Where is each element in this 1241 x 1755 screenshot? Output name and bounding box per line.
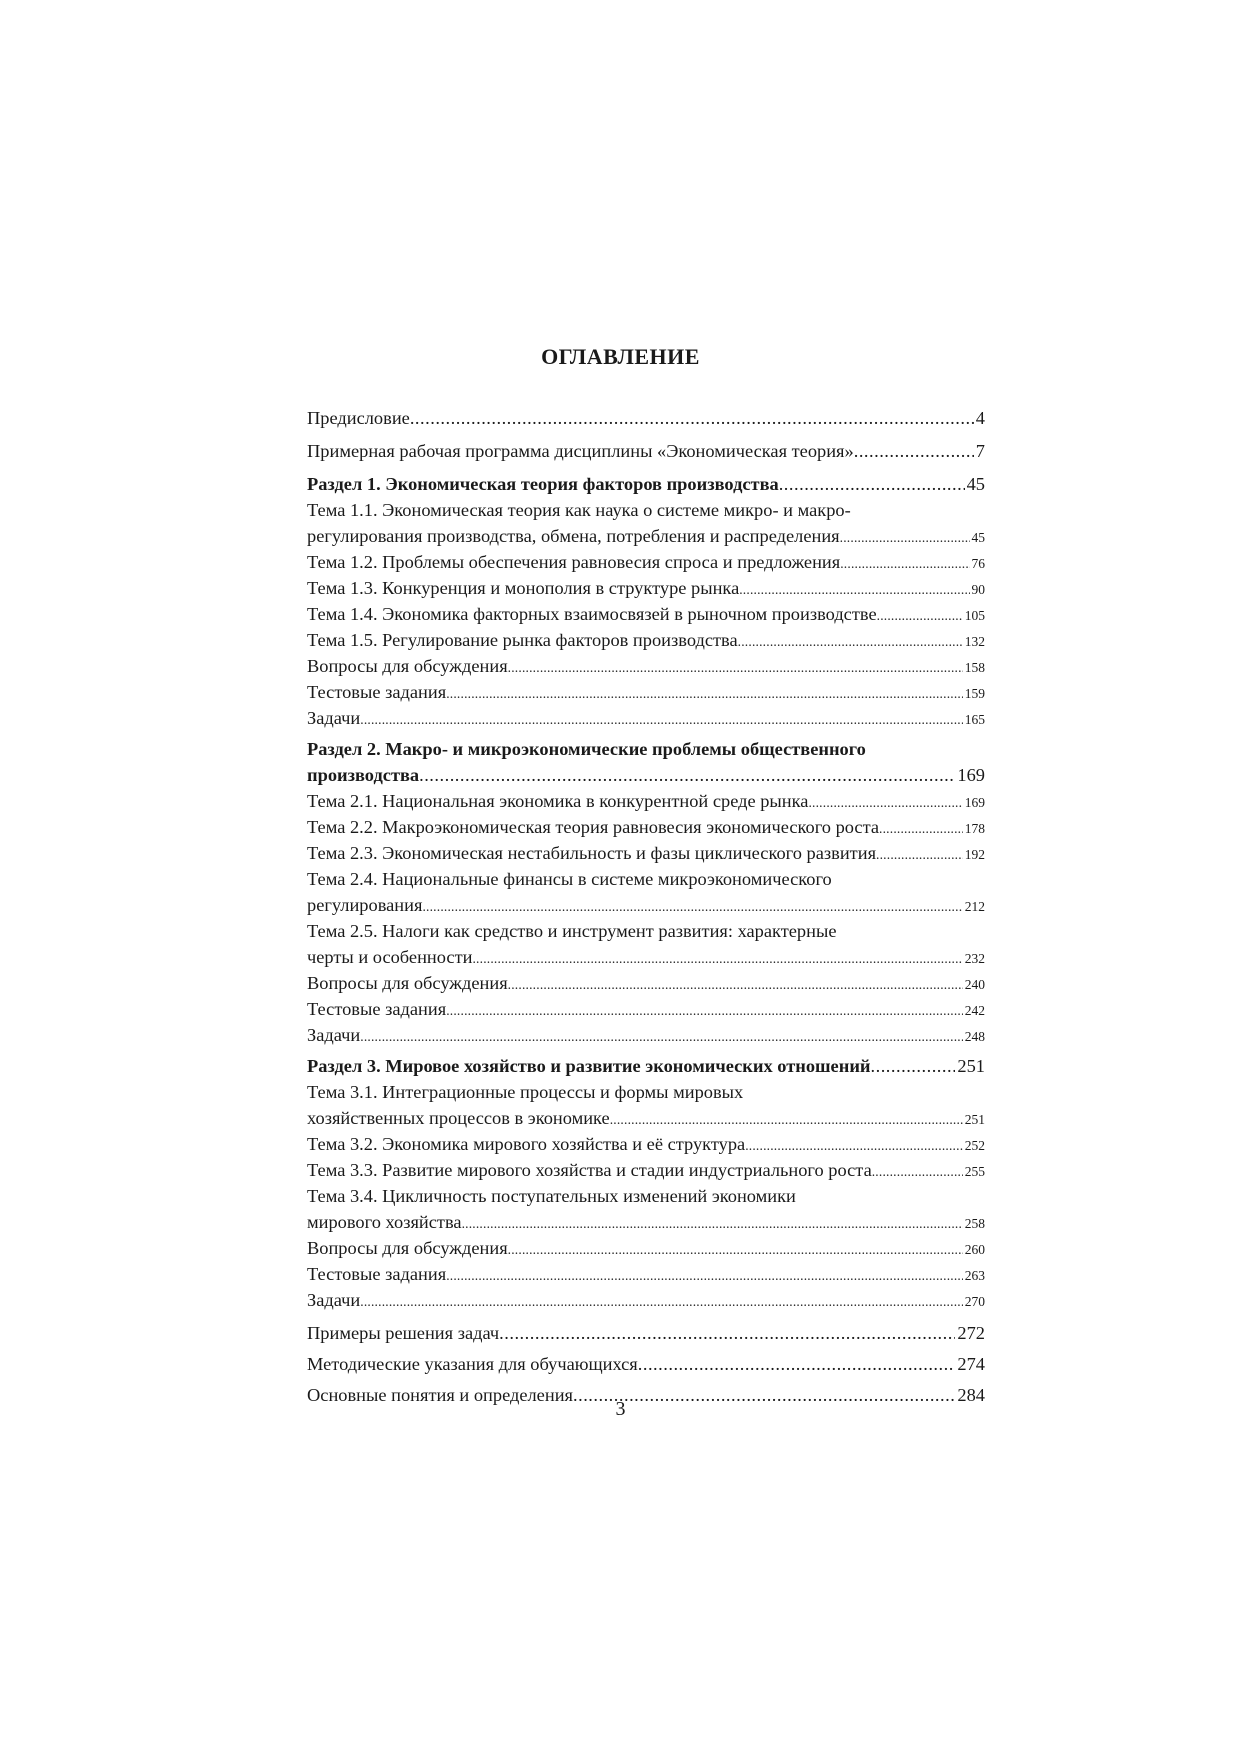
dot-leader bbox=[877, 603, 963, 629]
toc-topic-1-4[interactable] bbox=[307, 601, 985, 627]
toc-page-number: 274 bbox=[957, 1354, 985, 1374]
toc-page-number: 251 bbox=[964, 1112, 985, 1127]
toc-page-number: 158 bbox=[964, 660, 985, 675]
toc-topic-2-4[interactable] bbox=[307, 892, 985, 918]
toc-page-number: 212 bbox=[964, 899, 985, 914]
toc-page-number: 240 bbox=[964, 977, 985, 992]
toc-page-number: 255 bbox=[964, 1164, 985, 1179]
toc-topic-2-3[interactable] bbox=[307, 840, 985, 866]
toc-questions-2[interactable] bbox=[307, 970, 985, 996]
dot-leader bbox=[840, 525, 970, 551]
toc-topic-2-4-line1[interactable]: Тема 2.4. Национальные финансы в системе микроэкономического bbox=[307, 869, 832, 889]
dot-leader bbox=[472, 946, 962, 972]
toc-topic-3-3[interactable] bbox=[307, 1157, 985, 1183]
toc-page-number: 284 bbox=[957, 1385, 985, 1405]
toc-topic-2-5-line1[interactable]: Тема 2.5. Налоги как средство и инструмент развития: характерные bbox=[307, 921, 837, 941]
toc-topic-3-1[interactable] bbox=[307, 1105, 985, 1131]
toc-entry-label: Вопросы для обсуждения bbox=[307, 973, 508, 993]
dot-leader bbox=[745, 1133, 963, 1159]
toc-entry-label: Примеры решения задач bbox=[307, 1323, 500, 1343]
dot-leader bbox=[360, 1289, 963, 1315]
toc-page-number: 178 bbox=[964, 821, 985, 836]
toc-page-number: 105 bbox=[964, 608, 985, 623]
toc-page-number: 263 bbox=[964, 1268, 985, 1283]
toc-tasks-3[interactable] bbox=[307, 1287, 985, 1313]
toc-page-number: 45 bbox=[971, 530, 985, 545]
toc-entry-label: Основные понятия и определения bbox=[307, 1385, 573, 1405]
toc-tests-1[interactable] bbox=[307, 679, 985, 705]
toc-page-number: 232 bbox=[964, 951, 985, 966]
dot-leader bbox=[876, 842, 963, 868]
toc-topic-3-2[interactable] bbox=[307, 1131, 985, 1157]
toc-entry-label: Примерная рабочая программа дисциплины «Экономическая теория» bbox=[307, 441, 854, 461]
toc-topic-2-2[interactable] bbox=[307, 814, 985, 840]
toc-tasks-1[interactable] bbox=[307, 705, 985, 731]
toc-page-number: 45 bbox=[966, 474, 985, 494]
toc-entry-label: хозяйственных процессов в экономике bbox=[307, 1108, 610, 1128]
toc-entry-label: Тема 1.5. Регулирование рынка факторов производства bbox=[307, 630, 738, 650]
table-of-contents bbox=[307, 405, 985, 1408]
toc-tests-2[interactable] bbox=[307, 996, 985, 1022]
dot-leader bbox=[840, 551, 969, 577]
toc-entry-label: Тема 1.3. Конкуренция и монополия в структуре рынка bbox=[307, 578, 740, 598]
toc-topic-2-1[interactable] bbox=[307, 788, 985, 814]
toc-section-label: производства bbox=[307, 765, 420, 785]
dot-leader bbox=[446, 1263, 963, 1289]
dot-leader bbox=[779, 471, 965, 497]
toc-entry-label: Тема 2.2. Макроэкономическая теория равновесия экономического роста bbox=[307, 817, 880, 837]
toc-page-number: 248 bbox=[964, 1029, 985, 1044]
toc-entry-label: Предисловие bbox=[307, 408, 410, 428]
toc-entry-label: Тема 1.4. Экономика факторных взаимосвязей в рыночном производстве bbox=[307, 604, 877, 624]
toc-entry-label: Тестовые задания bbox=[307, 999, 447, 1019]
toc-entry-label: Тема 2.1. Национальная экономика в конкурентной среде рынка bbox=[307, 791, 809, 811]
toc-entry-label: Вопросы для обсуждения bbox=[307, 656, 508, 676]
dot-leader bbox=[410, 405, 974, 431]
dot-leader bbox=[871, 1053, 956, 1079]
toc-entry-label: регулирования производства, обмена, потребления и распределения bbox=[307, 526, 840, 546]
dot-leader bbox=[879, 816, 963, 842]
toc-section-3[interactable] bbox=[307, 1053, 985, 1079]
toc-page-number: 76 bbox=[971, 556, 985, 571]
toc-section-2-line1[interactable]: Раздел 2. Макро- и микроэкономические проблемы общественного bbox=[307, 739, 866, 759]
toc-section-label: Раздел 3. Мировое хозяйство и развитие экономических отношений bbox=[307, 1056, 871, 1076]
toc-topic-3-4-line1[interactable]: Тема 3.4. Цикличность поступательных изменений экономики bbox=[307, 1186, 796, 1206]
page-title: ОГЛАВЛЕНИЕ bbox=[541, 344, 700, 369]
toc-topic-1-1[interactable] bbox=[307, 523, 985, 549]
toc-entry-label: Тестовые задания bbox=[307, 682, 447, 702]
toc-page-number: 242 bbox=[964, 1003, 985, 1018]
dot-leader bbox=[872, 1159, 963, 1185]
dot-leader bbox=[854, 438, 974, 464]
dot-leader bbox=[360, 1024, 963, 1050]
dot-leader bbox=[610, 1107, 963, 1133]
toc-page-number: 258 bbox=[964, 1216, 985, 1231]
toc-page-number: 159 bbox=[964, 686, 985, 701]
dot-leader bbox=[508, 1237, 963, 1263]
toc-entry-preface[interactable] bbox=[307, 405, 985, 431]
toc-page-number: 169 bbox=[964, 795, 985, 810]
toc-section-1[interactable] bbox=[307, 471, 985, 497]
toc-entry-label: Тема 3.2. Экономика мирового хозяйства и её структура bbox=[307, 1134, 746, 1154]
toc-tests-3[interactable] bbox=[307, 1261, 985, 1287]
toc-entry-program[interactable] bbox=[307, 438, 985, 464]
toc-page-number: 272 bbox=[957, 1323, 985, 1343]
toc-entry-label: Задачи bbox=[307, 708, 361, 728]
toc-section-label: Раздел 1. Экономическая теория факторов производства bbox=[307, 474, 779, 494]
toc-topic-3-4[interactable] bbox=[307, 1209, 985, 1235]
page-number: 3 bbox=[615, 1398, 626, 1420]
toc-page-number: 192 bbox=[964, 847, 985, 862]
toc-page-number: 4 bbox=[975, 408, 985, 428]
dot-leader bbox=[738, 629, 963, 655]
toc-entry-label: Задачи bbox=[307, 1290, 361, 1310]
toc-entry-label: Задачи bbox=[307, 1025, 361, 1045]
dot-leader bbox=[638, 1351, 956, 1377]
toc-topic-3-1-line1[interactable]: Тема 3.1. Интеграционные процессы и формы мировых bbox=[307, 1082, 744, 1102]
toc-page-number: 252 bbox=[964, 1138, 985, 1153]
toc-page-number: 132 bbox=[964, 634, 985, 649]
dot-leader bbox=[508, 655, 963, 681]
dot-leader bbox=[446, 681, 963, 707]
toc-questions-1[interactable] bbox=[307, 653, 985, 679]
dot-leader bbox=[808, 790, 962, 816]
toc-entry-label: Вопросы для обсуждения bbox=[307, 1238, 508, 1258]
toc-page-number: 260 bbox=[964, 1242, 985, 1257]
toc-entry-label: Тестовые задания bbox=[307, 1264, 447, 1284]
toc-entry-label: Тема 1.2. Проблемы обеспечения равновесия спроса и предложения bbox=[307, 552, 841, 572]
toc-page-number: 169 bbox=[957, 765, 985, 785]
toc-topic-2-5[interactable] bbox=[307, 944, 985, 970]
toc-page-number: 251 bbox=[957, 1056, 985, 1076]
dot-leader bbox=[446, 998, 963, 1024]
toc-page-number: 90 bbox=[971, 582, 985, 597]
toc-topic-1-3[interactable] bbox=[307, 575, 985, 601]
toc-entry-label: мирового хозяйства bbox=[307, 1212, 462, 1232]
toc-page-number: 7 bbox=[975, 441, 985, 461]
toc-section-2[interactable] bbox=[307, 762, 985, 788]
dot-leader bbox=[360, 707, 963, 733]
toc-page-number: 165 bbox=[964, 712, 985, 727]
toc-entry-examples[interactable] bbox=[307, 1320, 985, 1346]
toc-entry-label: Тема 2.3. Экономическая нестабильность и фазы циклического развития bbox=[307, 843, 877, 863]
toc-entry-label: черты и особенности bbox=[307, 947, 473, 967]
dot-leader bbox=[508, 972, 963, 998]
toc-tasks-2[interactable] bbox=[307, 1022, 985, 1048]
toc-topic-1-2[interactable] bbox=[307, 549, 985, 575]
dot-leader bbox=[422, 894, 962, 920]
dot-leader bbox=[462, 1211, 963, 1237]
toc-entry-label: регулирования bbox=[307, 895, 423, 915]
toc-topic-1-5[interactable] bbox=[307, 627, 985, 653]
toc-page-number: 270 bbox=[964, 1294, 985, 1309]
toc-topic-1-1-line1[interactable]: Тема 1.1. Экономическая теория как наука о системе микро- и макро- bbox=[307, 500, 851, 520]
toc-entry-label: Тема 3.3. Развитие мирового хозяйства и стадии индустриального роста bbox=[307, 1160, 872, 1180]
toc-entry-guidelines[interactable] bbox=[307, 1351, 985, 1377]
dot-leader bbox=[739, 577, 969, 603]
toc-questions-3[interactable] bbox=[307, 1235, 985, 1261]
dot-leader bbox=[499, 1320, 955, 1346]
dot-leader bbox=[419, 762, 955, 788]
toc-entry-label: Методические указания для обучающихся bbox=[307, 1354, 638, 1374]
